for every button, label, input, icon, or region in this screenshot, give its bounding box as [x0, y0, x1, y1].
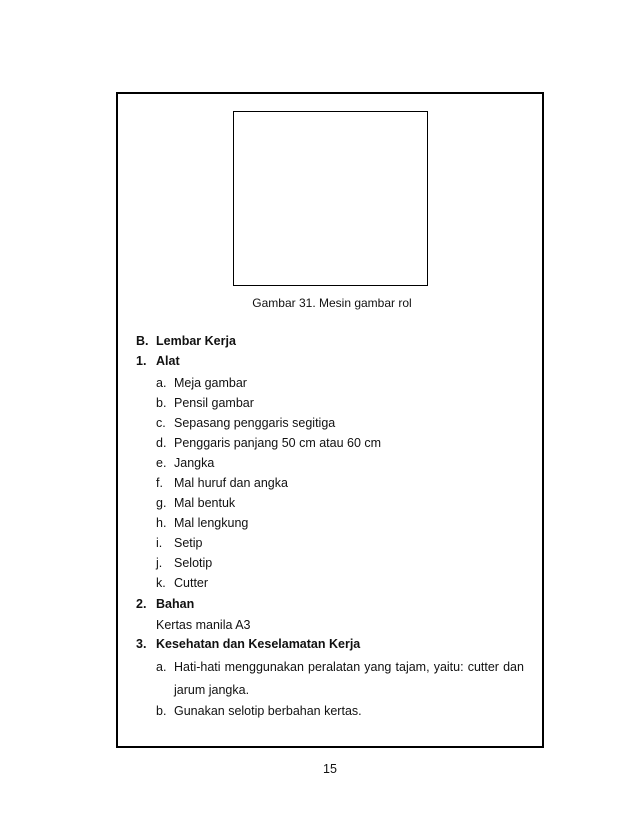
- section-b-title: Lembar Kerja: [156, 334, 236, 348]
- list-item: Meja gambar: [174, 376, 247, 390]
- word: tajam,: [395, 660, 430, 674]
- word: Hati-hati: [174, 660, 221, 674]
- list-item-letter: e.: [156, 456, 167, 470]
- section-b-number: B.: [136, 334, 149, 348]
- list-item-letter: b.: [156, 396, 167, 410]
- list-item: [174, 660, 524, 674]
- list-item-letter: c.: [156, 416, 166, 430]
- figure-image-placeholder: [233, 111, 428, 286]
- list-item: Selotip: [174, 556, 213, 570]
- list-item-letter: h.: [156, 516, 167, 530]
- list-item: Mal bentuk: [174, 496, 236, 510]
- section-2-number: 2.: [136, 597, 147, 611]
- figure-caption: Gambar 31. Mesin gambar rol: [252, 296, 412, 310]
- section-2-title: Bahan: [156, 597, 195, 611]
- word: peralatan: [308, 660, 361, 674]
- section-1-number: 1.: [136, 354, 147, 368]
- word: yaitu:: [433, 660, 464, 674]
- word: menggunakan: [224, 660, 304, 674]
- list-item-letter: d.: [156, 436, 167, 450]
- list-item: Penggaris panjang 50 cm atau 60 cm: [174, 436, 382, 450]
- list-item-letter: b.: [156, 704, 167, 718]
- list-item: Jangka: [174, 456, 215, 470]
- list-item: Mal huruf dan angka: [174, 476, 288, 490]
- list-item-letter: k.: [156, 576, 166, 590]
- list-item-letter: a.: [156, 660, 167, 674]
- list-item-letter: a.: [156, 376, 167, 390]
- list-item-letter: j.: [156, 556, 163, 570]
- word: cutter: [467, 660, 499, 674]
- section-3-title: Kesehatan dan Keselamatan Kerja: [156, 637, 361, 651]
- material-text: Kertas manila A3: [156, 618, 251, 632]
- list-item: Cutter: [174, 576, 209, 590]
- word: dan: [503, 660, 524, 674]
- list-item-letter: f.: [156, 476, 163, 490]
- list-item-letter: i.: [156, 536, 163, 550]
- list-item: Setip: [174, 536, 203, 550]
- page-number: 15: [323, 762, 337, 776]
- list-item: Sepasang penggaris segitiga: [174, 416, 336, 430]
- list-item: Gunakan selotip berbahan kertas.: [174, 704, 362, 718]
- list-item: Mal lengkung: [174, 516, 249, 530]
- word: yang: [364, 660, 392, 674]
- list-item-letter: g.: [156, 496, 167, 510]
- list-item-continuation: jarum jangka.: [174, 683, 250, 697]
- list-item: Pensil gambar: [174, 396, 254, 410]
- section-1-title: Alat: [156, 354, 180, 368]
- section-3-number: 3.: [136, 637, 147, 651]
